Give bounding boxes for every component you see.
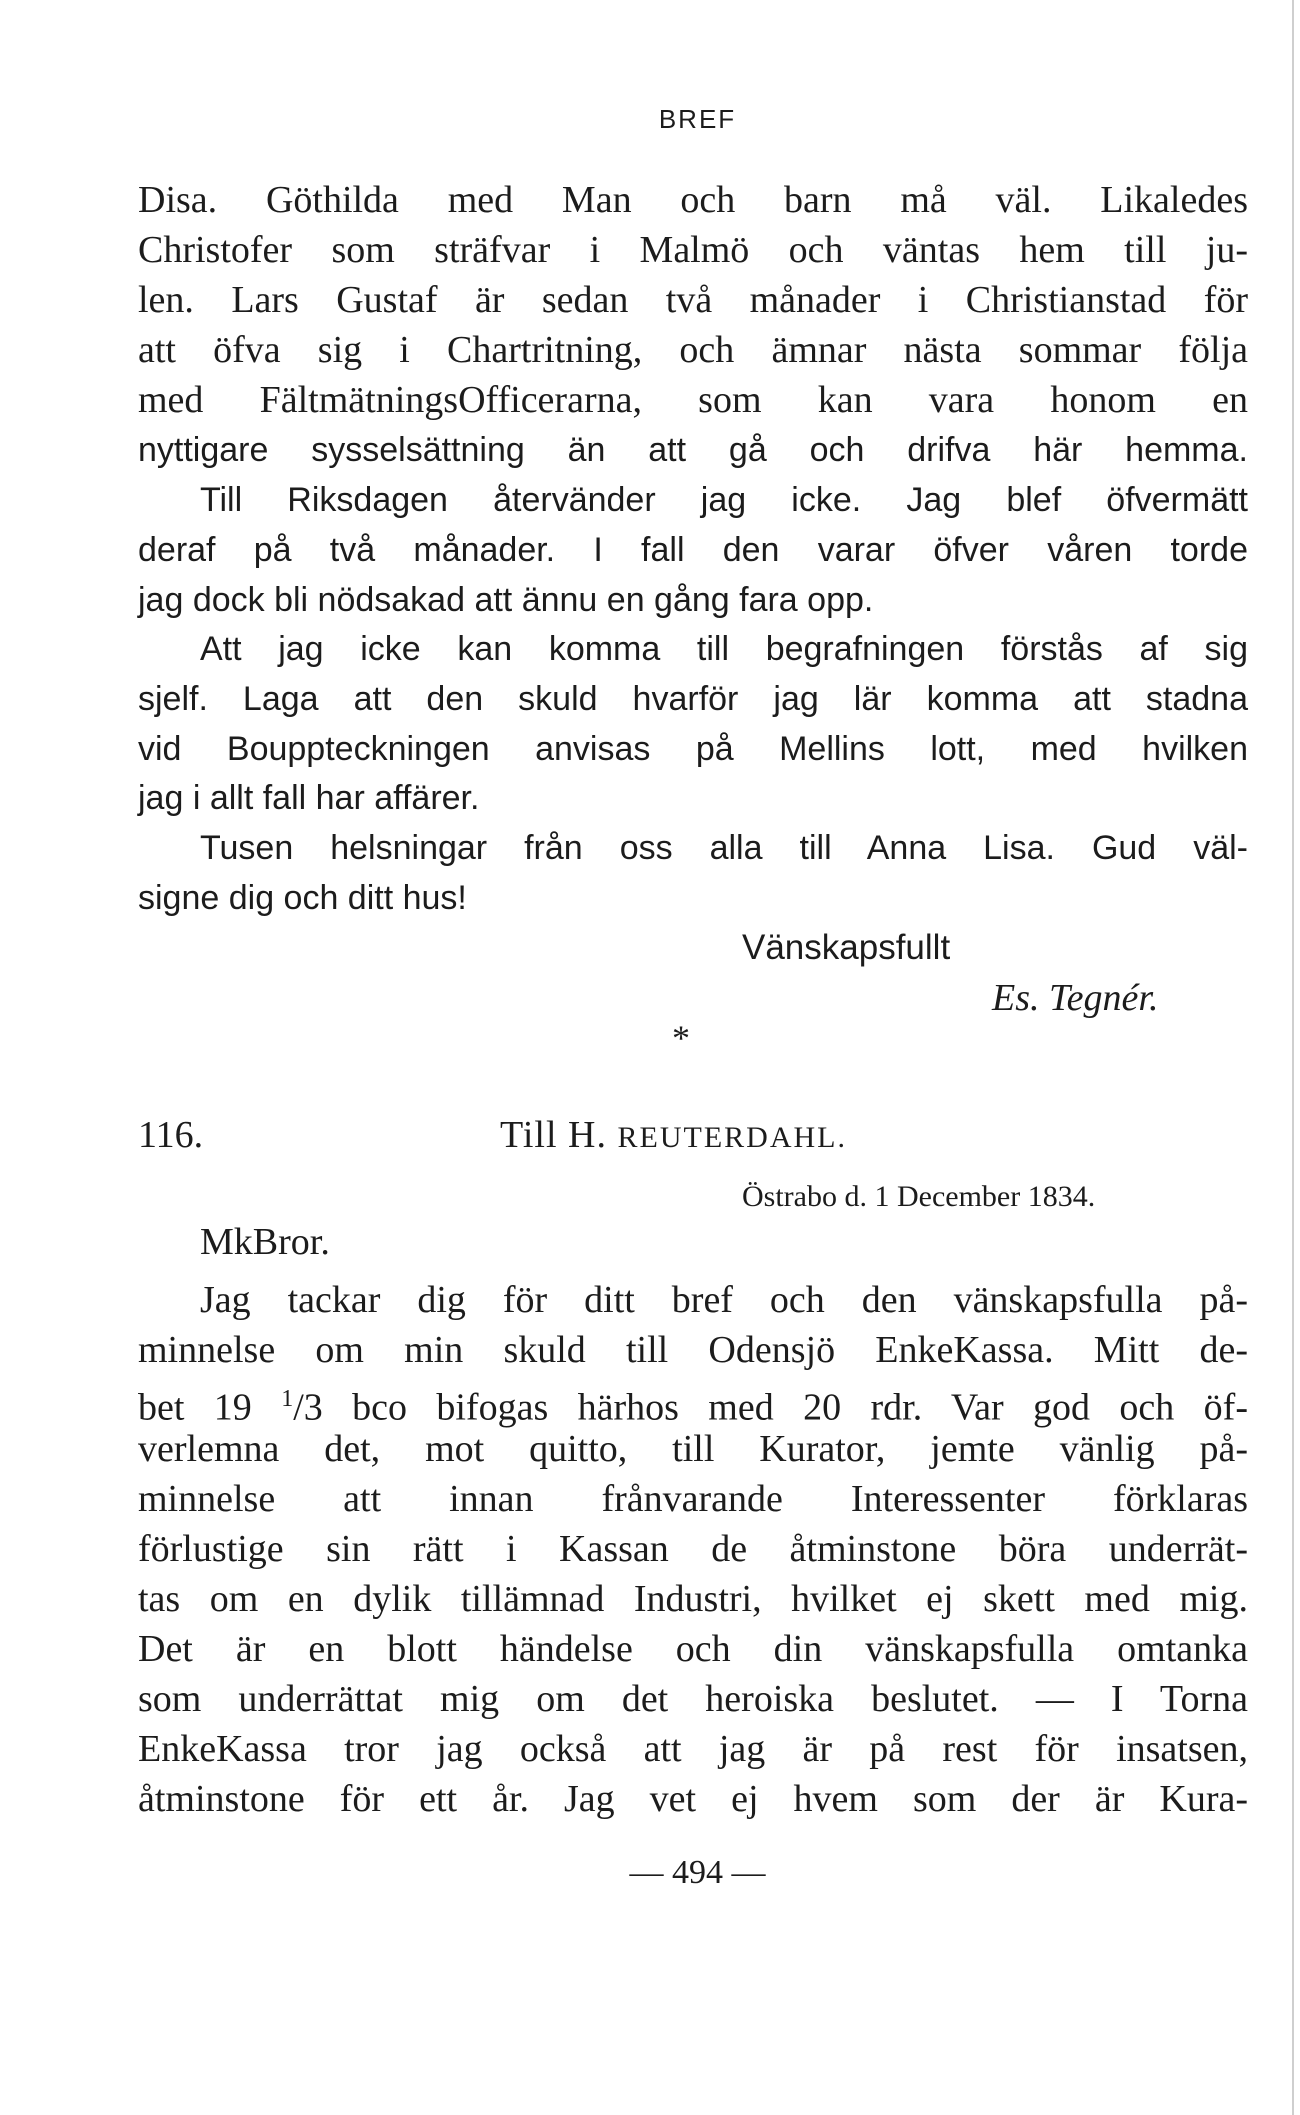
text-line: Till Riksdagen återvänder jag icke. Jag blef öfvermätt	[200, 481, 1248, 519]
page-edge-line	[1292, 0, 1294, 2115]
text-line: sjelf. Laga att den skuld hvarför jag lär komma att stadna	[138, 680, 1248, 718]
text-line: minnelse att innan frånvarande Interessenter förklaras	[138, 1478, 1248, 1520]
text-line: jag dock bli nödsakad att ännu en gång fara opp.	[138, 581, 874, 619]
letter-recipient	[500, 1110, 847, 1163]
text-line: Tusen helsningar från oss alla till Anna Lisa. Gud väl-	[200, 829, 1248, 867]
text-line: med FältmätningsOfficerarna, som kan vara honom en	[138, 379, 1248, 421]
text-line: EnkeKassa tror jag också att jag är på rest för insatsen,	[138, 1728, 1248, 1770]
text-line: verlemna det, mot quitto, till Kurator, jemte vänlig på-	[138, 1428, 1248, 1470]
text-line: Att jag icke kan komma till begrafningen förstås af sig	[200, 630, 1248, 668]
fraction-numerator: 1	[281, 1386, 294, 1412]
text-line: Disa. Göthilda med Man och barn må väl. Likaledes	[138, 179, 1248, 221]
text-line: tas om en dylik tillämnad Industri, hvilket ej skett med mig.	[138, 1578, 1248, 1620]
place-date: Östrabo d. 1 December 1834.	[742, 1180, 1096, 1213]
separator-asterisk: *	[672, 1018, 690, 1058]
text-line: åtminstone för ett år. Jag vet ej hvem som der är Kura-	[138, 1778, 1248, 1820]
text-line: deraf på två månader. I fall den varar öfver våren torde	[138, 531, 1248, 569]
salutation: MkBror.	[200, 1221, 330, 1263]
running-head: BREF	[658, 104, 737, 134]
text-line: len. Lars Gustaf är sedan två månader i Christianstad för	[138, 279, 1248, 321]
text-line: jag i allt fall har affärer.	[138, 779, 480, 817]
text-line: Christofer som sträfvar i Malmö och väntas hem till ju-	[138, 229, 1248, 271]
page-number: — 494 —	[629, 1854, 766, 1891]
signoff: Vänskapsfullt	[742, 928, 951, 967]
text-fragment: bet 19	[138, 1386, 282, 1429]
text-line: som underrättat mig om det heroiska beslutet. — I Torna	[138, 1678, 1248, 1720]
text-line: Det är en blott händelse och din vänskapsfulla omtanka	[138, 1628, 1248, 1670]
text-line: att öfva sig i Chartritning, och ämnar nästa sommar följa	[138, 329, 1248, 371]
text-fragment: /3 bco bifogas härhos med 20 rdr. Var god och öf-	[293, 1386, 1248, 1429]
letter-number: 116.	[138, 1114, 204, 1156]
recipient-name: REUTERDAHL.	[617, 1121, 847, 1154]
recipient-prefix: Till H.	[500, 1114, 607, 1156]
text-line: Jag tackar dig för ditt bref och den vänskapsfulla på-	[200, 1279, 1248, 1321]
text-line: vid Bouppteckningen anvisas på Mellins lott, med hvilken	[138, 730, 1248, 768]
text-line: nyttigare sysselsättning än att gå och drifva här hemma.	[138, 431, 1248, 469]
signature: Es. Tegnér.	[992, 977, 1159, 1019]
text-line: minnelse om min skuld till Odensjö EnkeKassa. Mitt de-	[138, 1329, 1248, 1371]
text-line: förlustige sin rätt i Kassan de åtminstone böra underrät-	[138, 1528, 1248, 1570]
text-line: signe dig och ditt hus!	[138, 879, 467, 917]
